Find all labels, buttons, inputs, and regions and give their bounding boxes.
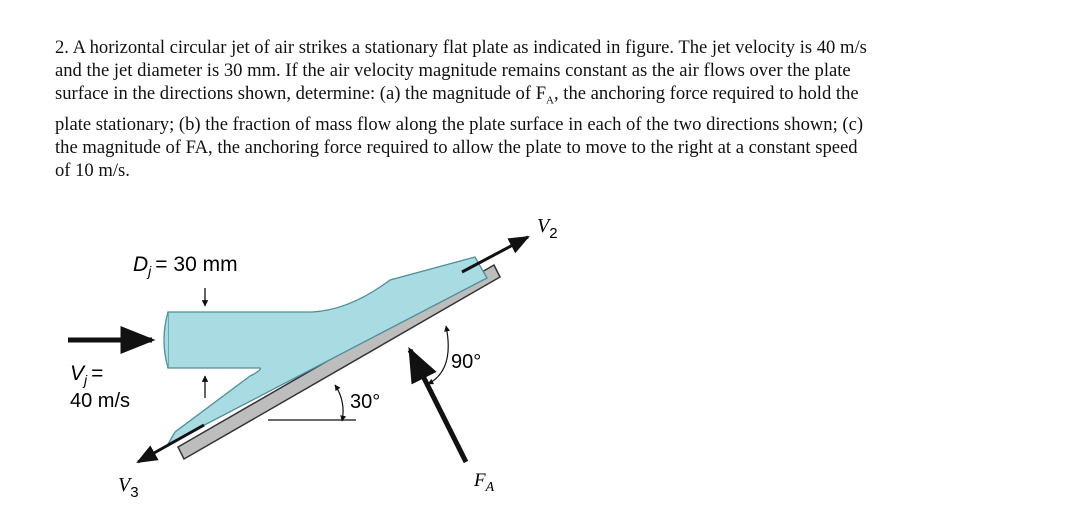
angle-90-arc <box>428 326 448 384</box>
angle-30-label: 30° <box>350 391 381 413</box>
dj-label: $D_j = 30$ mm <box>133 253 238 279</box>
problem-line-1: 2. A horizontal circular jet of air strikes a stationary flat plate as indicated in figure. The jet velocity is 40 m/s <box>55 37 867 58</box>
problem-line-3-end: , the anchoring force required to hold the <box>554 83 859 104</box>
fa-label: $F_A$ <box>474 470 495 495</box>
vj-label: $V_j$ = <box>70 362 104 388</box>
problem-line-2: and the jet diameter is 30 mm. If the air velocity magnitude remains constant as the air flows over the plate <box>55 60 851 81</box>
v3-label: $V_3$ <box>118 474 139 501</box>
angle-30-arc <box>335 385 343 421</box>
angle-90-label: 90° <box>451 351 482 373</box>
problem-line-3-subscript: A <box>546 94 554 107</box>
problem-line-6: of 10 m/s. <box>55 159 130 181</box>
problem-line-4: plate stationary; (b) the fraction of mass flow along the plate surface in each of the two directions shown; (c) <box>55 113 864 135</box>
jet-nozzle-end <box>164 312 168 368</box>
vj-value: 40 m/s <box>70 390 131 412</box>
air-jet <box>168 257 487 444</box>
v2-label: $V_2$ <box>537 215 558 242</box>
problem-line-3-start: surface in the directions shown, determine: (a) the magnitude of F <box>55 83 547 104</box>
problem-line-5: the magnitude of FA, the anchoring force required to allow the plate to move to the right at a constant speed <box>55 136 858 158</box>
